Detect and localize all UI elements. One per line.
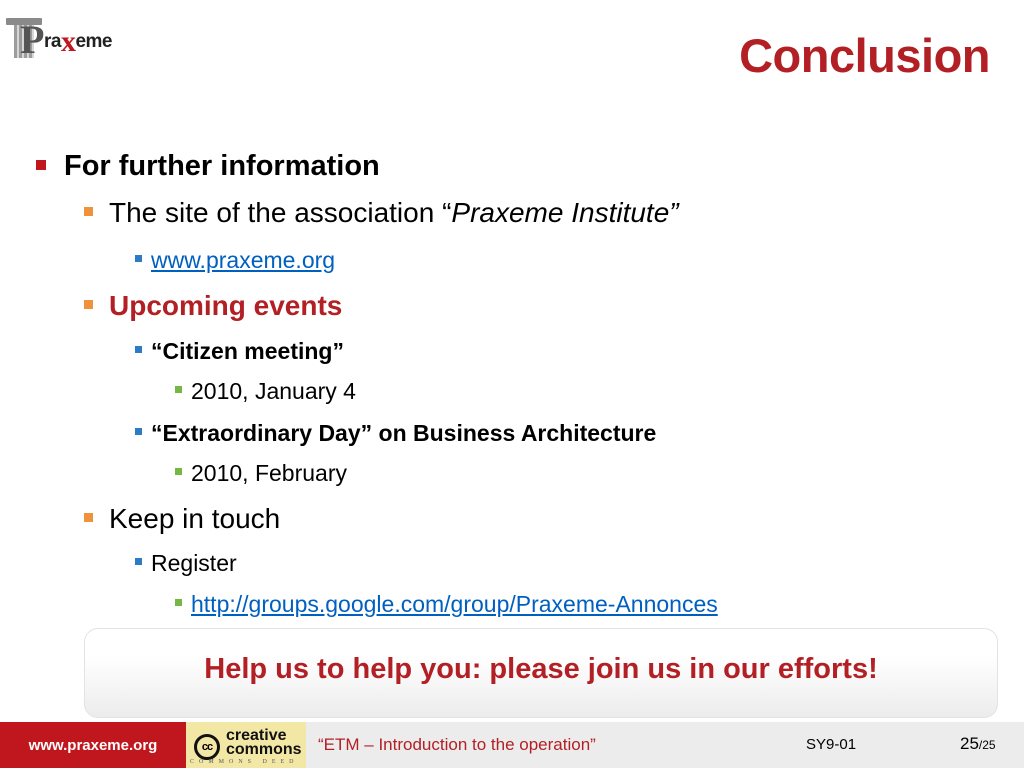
praxeme-logo — [6, 14, 116, 62]
bullet-text: For further information — [64, 150, 380, 182]
bullet-further-information — [36, 150, 380, 183]
association-name: Praxeme Institute” — [451, 197, 679, 228]
google-group-link[interactable]: http://groups.google.com/group/Praxeme-Annonces — [191, 591, 718, 617]
footer-document-code: SY9-01 — [806, 736, 857, 753]
creative-commons-badge — [186, 722, 306, 768]
bullet-event-extraordinary-day — [135, 420, 656, 447]
square-bullet-icon — [175, 599, 182, 606]
logo-text-x: x — [60, 25, 76, 58]
slide-title: Conclusion — [739, 29, 990, 82]
bullet-event-citizen-meeting — [135, 338, 344, 365]
bullet-group-url — [175, 591, 718, 618]
square-bullet-icon — [84, 207, 93, 216]
bullet-text: Keep in touch — [109, 503, 281, 534]
page-total: /25 — [978, 738, 996, 752]
logo-text-pre: ra — [44, 31, 61, 52]
page-current: 25 — [960, 734, 979, 753]
bullet-event-citizen-date — [175, 378, 356, 405]
event-date: 2010, January 4 — [191, 378, 356, 404]
bullet-keep-in-touch — [84, 503, 280, 535]
square-bullet-icon — [175, 386, 182, 393]
bullet-site-url — [135, 247, 335, 274]
event-title: “Citizen meeting” — [151, 338, 344, 364]
bullet-register — [135, 550, 237, 577]
footer-site-link[interactable]: www.praxeme.org — [0, 722, 186, 768]
bullet-event-extraordinary-date — [175, 460, 347, 487]
square-bullet-icon — [135, 255, 142, 262]
bullet-text: Register — [151, 550, 237, 576]
call-to-action-text: Help us to help you: please join us in our efforts! — [204, 652, 878, 685]
square-bullet-icon — [84, 513, 93, 522]
pillar-icon — [6, 17, 45, 62]
square-bullet-icon — [135, 346, 142, 353]
square-bullet-icon — [135, 558, 142, 565]
footer-page-number — [960, 734, 996, 754]
logo-p-letter: P — [20, 17, 45, 62]
square-bullet-icon — [175, 468, 182, 475]
bullet-upcoming-events — [84, 290, 342, 322]
event-title: “Extraordinary Day” on Business Architecture — [151, 420, 657, 446]
square-bullet-icon — [36, 160, 46, 170]
logo-text-post: eme — [75, 31, 112, 52]
cc-icon: cc — [194, 734, 220, 760]
logo-wordmark — [44, 24, 112, 56]
slide-footer — [0, 722, 1024, 768]
praxeme-site-link[interactable]: www.praxeme.org — [151, 247, 336, 273]
cc-text-creative: creative — [226, 727, 287, 744]
bullet-association-site — [84, 197, 679, 229]
event-date: 2010, February — [191, 460, 347, 486]
cc-text-deed: COMMONS DEED — [190, 759, 299, 765]
bullet-text: Upcoming events — [109, 290, 343, 321]
cc-text-commons: commons — [226, 741, 302, 758]
bullet-text: The site of the association “ — [109, 197, 452, 228]
call-to-action-box — [84, 628, 998, 718]
square-bullet-icon — [135, 428, 142, 435]
square-bullet-icon — [84, 300, 93, 309]
footer-document-title: “ETM – Introduction to the operation” — [318, 735, 596, 754]
